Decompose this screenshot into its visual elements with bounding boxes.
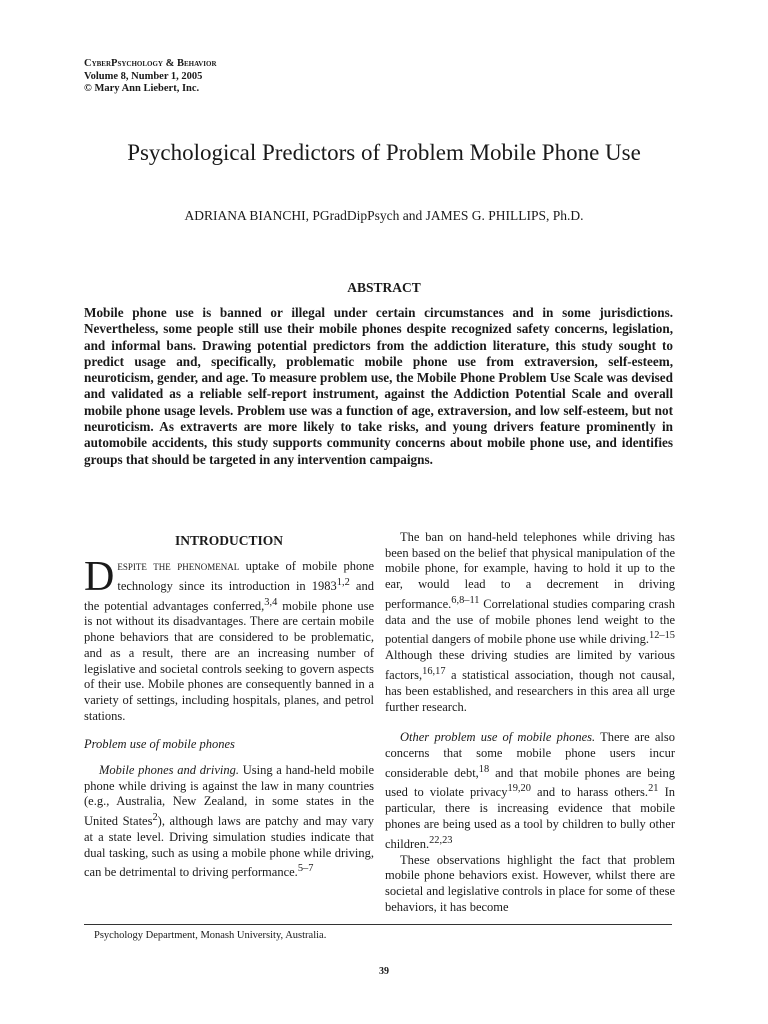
intro-text: ), although laws are patchy and may vary at a state level. Driving simulation studies indicate that dual tasking, such as using a mobile phone while driving, can be detrimental to driving performance. (84, 814, 374, 880)
abstract-heading: ABSTRACT (347, 280, 421, 295)
left-column (84, 530, 374, 881)
page-number: 39 (379, 966, 389, 977)
intro-paragraph-1 (84, 554, 375, 724)
paragraph-lead-italic: Other problem use of mobile phones. (400, 730, 596, 745)
subsection-heading: Problem use of mobile phones (84, 737, 235, 752)
body-text: The ban on hand-held telephones while driving has been based on the belief that physical manipulation of the mobile phone, for example, having to hold it up to the ear, would lead to a decrement in driving performance. (385, 530, 675, 611)
citation: 2 (152, 812, 158, 824)
intro-text: Using a hand-held mobile phone while driving is against the law in many countries (e.g., Australia, New Zealand, in some states in the United States (84, 763, 374, 829)
citation: 19,20 (507, 783, 531, 795)
journal-volume: Volume 8, Number 1, 2005 (84, 70, 203, 82)
paragraph-lead-italic: Mobile phones and driving. (99, 763, 239, 778)
introduction-heading: INTRODUCTION (174, 533, 283, 548)
journal-header (84, 58, 217, 96)
abstract-text: Mobile phone use is banned or illegal under certain circumstances and in some jurisdictions. Nevertheless, some people still use their mobile phones despite recognized safety concerns, legislation, and informal bans. Drawing potential predictors from the addiction literature, this study sought to predict usage and, specifically, problematic mobile phone use from extraversion, self-esteem, neuroticism, gender, and age. To measure problem use, the Mobile Phone Problem Use Scale was devised and validated as a reliable self-report instrument, against the Addiction Potential Scale and overall mobile phone usage levels. Problem use was a function of age, extraversion, and low self-esteem, but not neuroticism. As extraverts are more likely to take risks, and young drivers feature prominently in automobile accidents, this study supports community concerns about mobile phone use, and identifies groups that should be targeted in any intervention campaigns. (84, 305, 673, 467)
journal-name: CyberPsychology & Behavior (84, 58, 217, 69)
journal-copyright: © Mary Ann Liebert, Inc. (84, 83, 200, 94)
paper-title: Psychological Predictors of Problem Mobile Phone Use (127, 140, 641, 165)
citation: 12–15 (648, 630, 675, 642)
right-paragraph-2 (385, 730, 675, 852)
citation: 5–7 (297, 863, 314, 875)
right-paragraph-1 (385, 530, 675, 715)
footnote-rule (84, 924, 672, 925)
affiliation-footnote: Psychology Department, Monash University, Australia. (94, 930, 327, 941)
citation: 18 (478, 763, 490, 775)
body-text: a statistical association, though not causal, has been established, and researchers in this area all urge further research. (385, 668, 675, 714)
body-text: and that mobile phones are being used to violate privacy (385, 765, 676, 800)
intro-text: uptake of mobile phone technology since its introduction in 1983 (117, 559, 375, 593)
citation: 1,2 (336, 576, 350, 588)
body-text: Correlational studies comparing crash data and the use of mobile phones lend weight to the potential dangers of mobile phone use while driving. (385, 596, 675, 647)
citation: 21 (648, 783, 659, 795)
right-column (385, 530, 675, 915)
citation: 3,4 (264, 596, 278, 608)
intro-lead-smallcaps: espite the phenomenal (117, 559, 240, 573)
body-text: There are also concerns that some mobile phone users incur considerable debt, (385, 730, 675, 780)
intro-text: mobile phone use is not without its disadvantages. There are certain mobile phone behaviors that are considered to be problematic, and as a result, there are an increasing number of legislative and societal controls seeking to govern aspects of their use. Mobile phones are consequently banned in a variety of settings, including hospitals, planes, and petrol stations. (84, 598, 374, 723)
body-text: In particular, there is increasing evidence that mobile phones are being used as a tool by children to bully other children. (385, 785, 675, 851)
citation: 22,23 (429, 834, 453, 846)
body-text: and to harass others. (530, 785, 649, 800)
citation: 6,8–11 (451, 594, 480, 606)
drop-cap: D (84, 554, 115, 600)
right-paragraph-3: These observations highlight the fact that problem mobile phone behaviors exist. However, whilst there are societal and legislative controls in place for some of these behaviors, it has become (385, 852, 675, 914)
paper-authors: ADRIANA BIANCHI, PGradDipPsych and JAMES G. PHILLIPS, Ph.D. (184, 208, 584, 223)
intro-text: and the potential advantages conferred, (84, 578, 374, 613)
intro-paragraph-2 (84, 763, 374, 881)
body-text: Although these driving studies are limited by various factors, (385, 648, 675, 683)
citation: 16,17 (422, 665, 446, 677)
